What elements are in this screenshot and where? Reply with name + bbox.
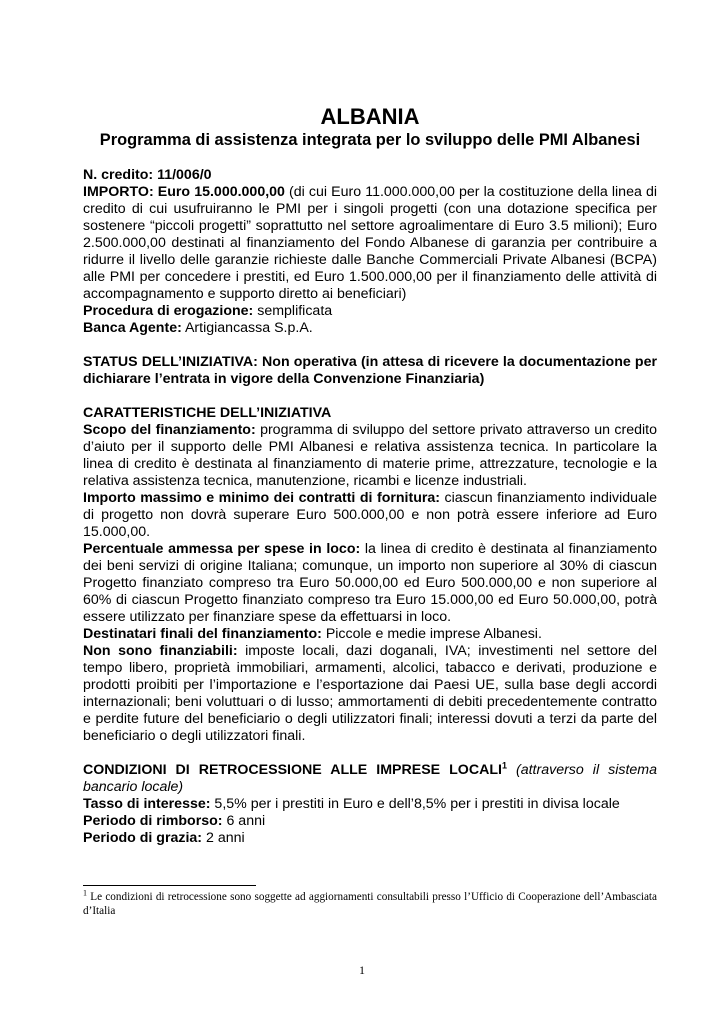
non-finanziabili-paragraph [83, 643, 657, 745]
footnote-number: 1 [83, 888, 87, 898]
document-body [83, 104, 657, 847]
procedura-line [83, 303, 657, 320]
importo-label: IMPORTO: Euro 15.000.000,00 [83, 184, 285, 200]
scopo-paragraph [83, 422, 657, 490]
grazia-value: 2 anni [202, 830, 245, 846]
importo-max-label: Importo massimo e minimo dei contratti di fornitura: [83, 490, 441, 506]
status-paragraph [83, 354, 657, 388]
percentuale-text: la linea di credito è destinata al finanziamento dei beni servizi di origine Italiana; comunque, un importo non superiore al 30% di ciascun Progetto finanziato compreso tra Euro 50.000,00 ed Euro 500.000,00 e non superiore al 60% di ciascun Progetto finanziato compreso tra Euro 15.000,00 ed Euro 50.000,00, potrà essere utilizzato per finanziare spese da effettuarsi in loco. [83, 541, 657, 625]
importo-paragraph [83, 184, 657, 303]
condizioni-heading [83, 762, 657, 796]
importo-text: (di cui Euro 11.000.000,00 per la costituzione della linea di credito di cui usufruiranno le PMI per i singoli progetti (con una dotazione specifica per sostenere “piccoli progetti” soprattutto nel settore agroalimentare di Euro 3.5 milioni); Euro 2.500.000,00 destinati al finanziamento del Fondo Albanese di garanzia per contribuire a ridurre il livello delle garanzie richieste dalle Banche Commerciali Private Albanesi (BCPA) alle PMI per concedere i prestiti, ed Euro 1.500.000,00 per il finanziamento delle attività di accompagnamento e supporto diretto ai beneficiari) [83, 184, 657, 302]
page-title: ALBANIA [320, 104, 420, 129]
tasso-label: Tasso di interesse: [83, 796, 211, 812]
credit-number [83, 167, 657, 184]
footnote [83, 890, 657, 918]
rimborso-line [83, 813, 657, 830]
condizioni-label: CONDIZIONI DI RETROCESSIONE ALLE IMPRESE LOCALI [83, 762, 502, 778]
procedura-label: Procedura di erogazione: [83, 303, 254, 319]
scopo-label: Scopo del finanziamento: [83, 422, 256, 438]
banca-value: Artigiancassa S.p.A. [181, 320, 313, 336]
non-finanziabili-label: Non sono finanziabili: [83, 643, 238, 659]
rimborso-value: 6 anni [222, 813, 266, 829]
destinatari-paragraph [83, 626, 657, 643]
destinatari-text: Piccole e medie imprese Albanesi. [321, 626, 542, 642]
footnote-reference[interactable]: 1 [501, 760, 507, 771]
status-text: STATUS DELL’INIZIATIVA: Non operativa (in attesa di ricevere la documentazione per dichiarare l’entrata in vigore della Convenzione Finanziaria) [83, 354, 657, 387]
page-subtitle: Programma di assistenza integrata per lo sviluppo delle PMI Albanesi [99, 131, 641, 149]
tasso-value: 5,5% per i prestiti in Euro e dell’8,5% per i prestiti in divisa locale [210, 796, 620, 812]
page-number: 1 [359, 963, 365, 977]
percentuale-paragraph [83, 541, 657, 626]
procedura-value: semplificata [253, 303, 333, 319]
caratteristiche-heading [83, 405, 657, 422]
footnote-text: Le condizioni di retrocessione sono soggette ad aggiornamenti consultabili presso l’Ufficio di Cooperazione dell’Ambasciata d’Italia [83, 891, 657, 917]
caratteristiche-heading-text: CARATTERISTICHE DELL’INIZIATIVA [83, 405, 332, 421]
banca-label: Banca Agente: [83, 320, 182, 336]
condizioni-italic: (attraverso il sistema bancario locale) [83, 762, 657, 795]
footnote-divider [83, 885, 256, 886]
destinatari-label: Destinatari finali del finanziamento: [83, 626, 322, 642]
credit-label: N. credito: 11/006/0 [83, 167, 212, 183]
importo-max-paragraph [83, 490, 657, 541]
percentuale-label: Percentuale ammessa per spese in loco: [83, 541, 361, 557]
scopo-text: programma di sviluppo del settore privato attraverso un credito d’aiuto per il supporto delle PMI Albanesi e relativa assistenza tecnica. In particolare la linea di credito è destinata al finanziamento di materie prime, attrezzature, tecnologie e la relativa assistenza tecnica, manutenzione, ricambi e licenze industriali. [83, 422, 657, 489]
grazia-label: Periodo di grazia: [83, 830, 203, 846]
non-finanziabili-text: imposte locali, dazi doganali, IVA; investimenti nel settore del tempo libero, proprietà immobiliari, armamenti, alcolici, tabacco e derivati, produzione e prodotti proibiti per l’importazione e l’esportazione dai Paesi UE, sulla base degli accordi internazionali; beni voluttuari o di lusso; ammortamenti di debiti precedentemente contratto e perdite future del beneficiario o degli utilizzatori finali; interessi dovuti a terzi da parte del beneficiario o degli utilizzatori finali. [83, 643, 657, 744]
banca-line [83, 320, 657, 337]
importo-max-text: ciascun finanziamento individuale di progetto non dovrà superare Euro 500.000,00 e non potrà essere inferiore ad Euro 15.000,00. [83, 490, 657, 540]
tasso-line [83, 796, 657, 813]
grazia-line [83, 830, 657, 847]
rimborso-label: Periodo di rimborso: [83, 813, 223, 829]
